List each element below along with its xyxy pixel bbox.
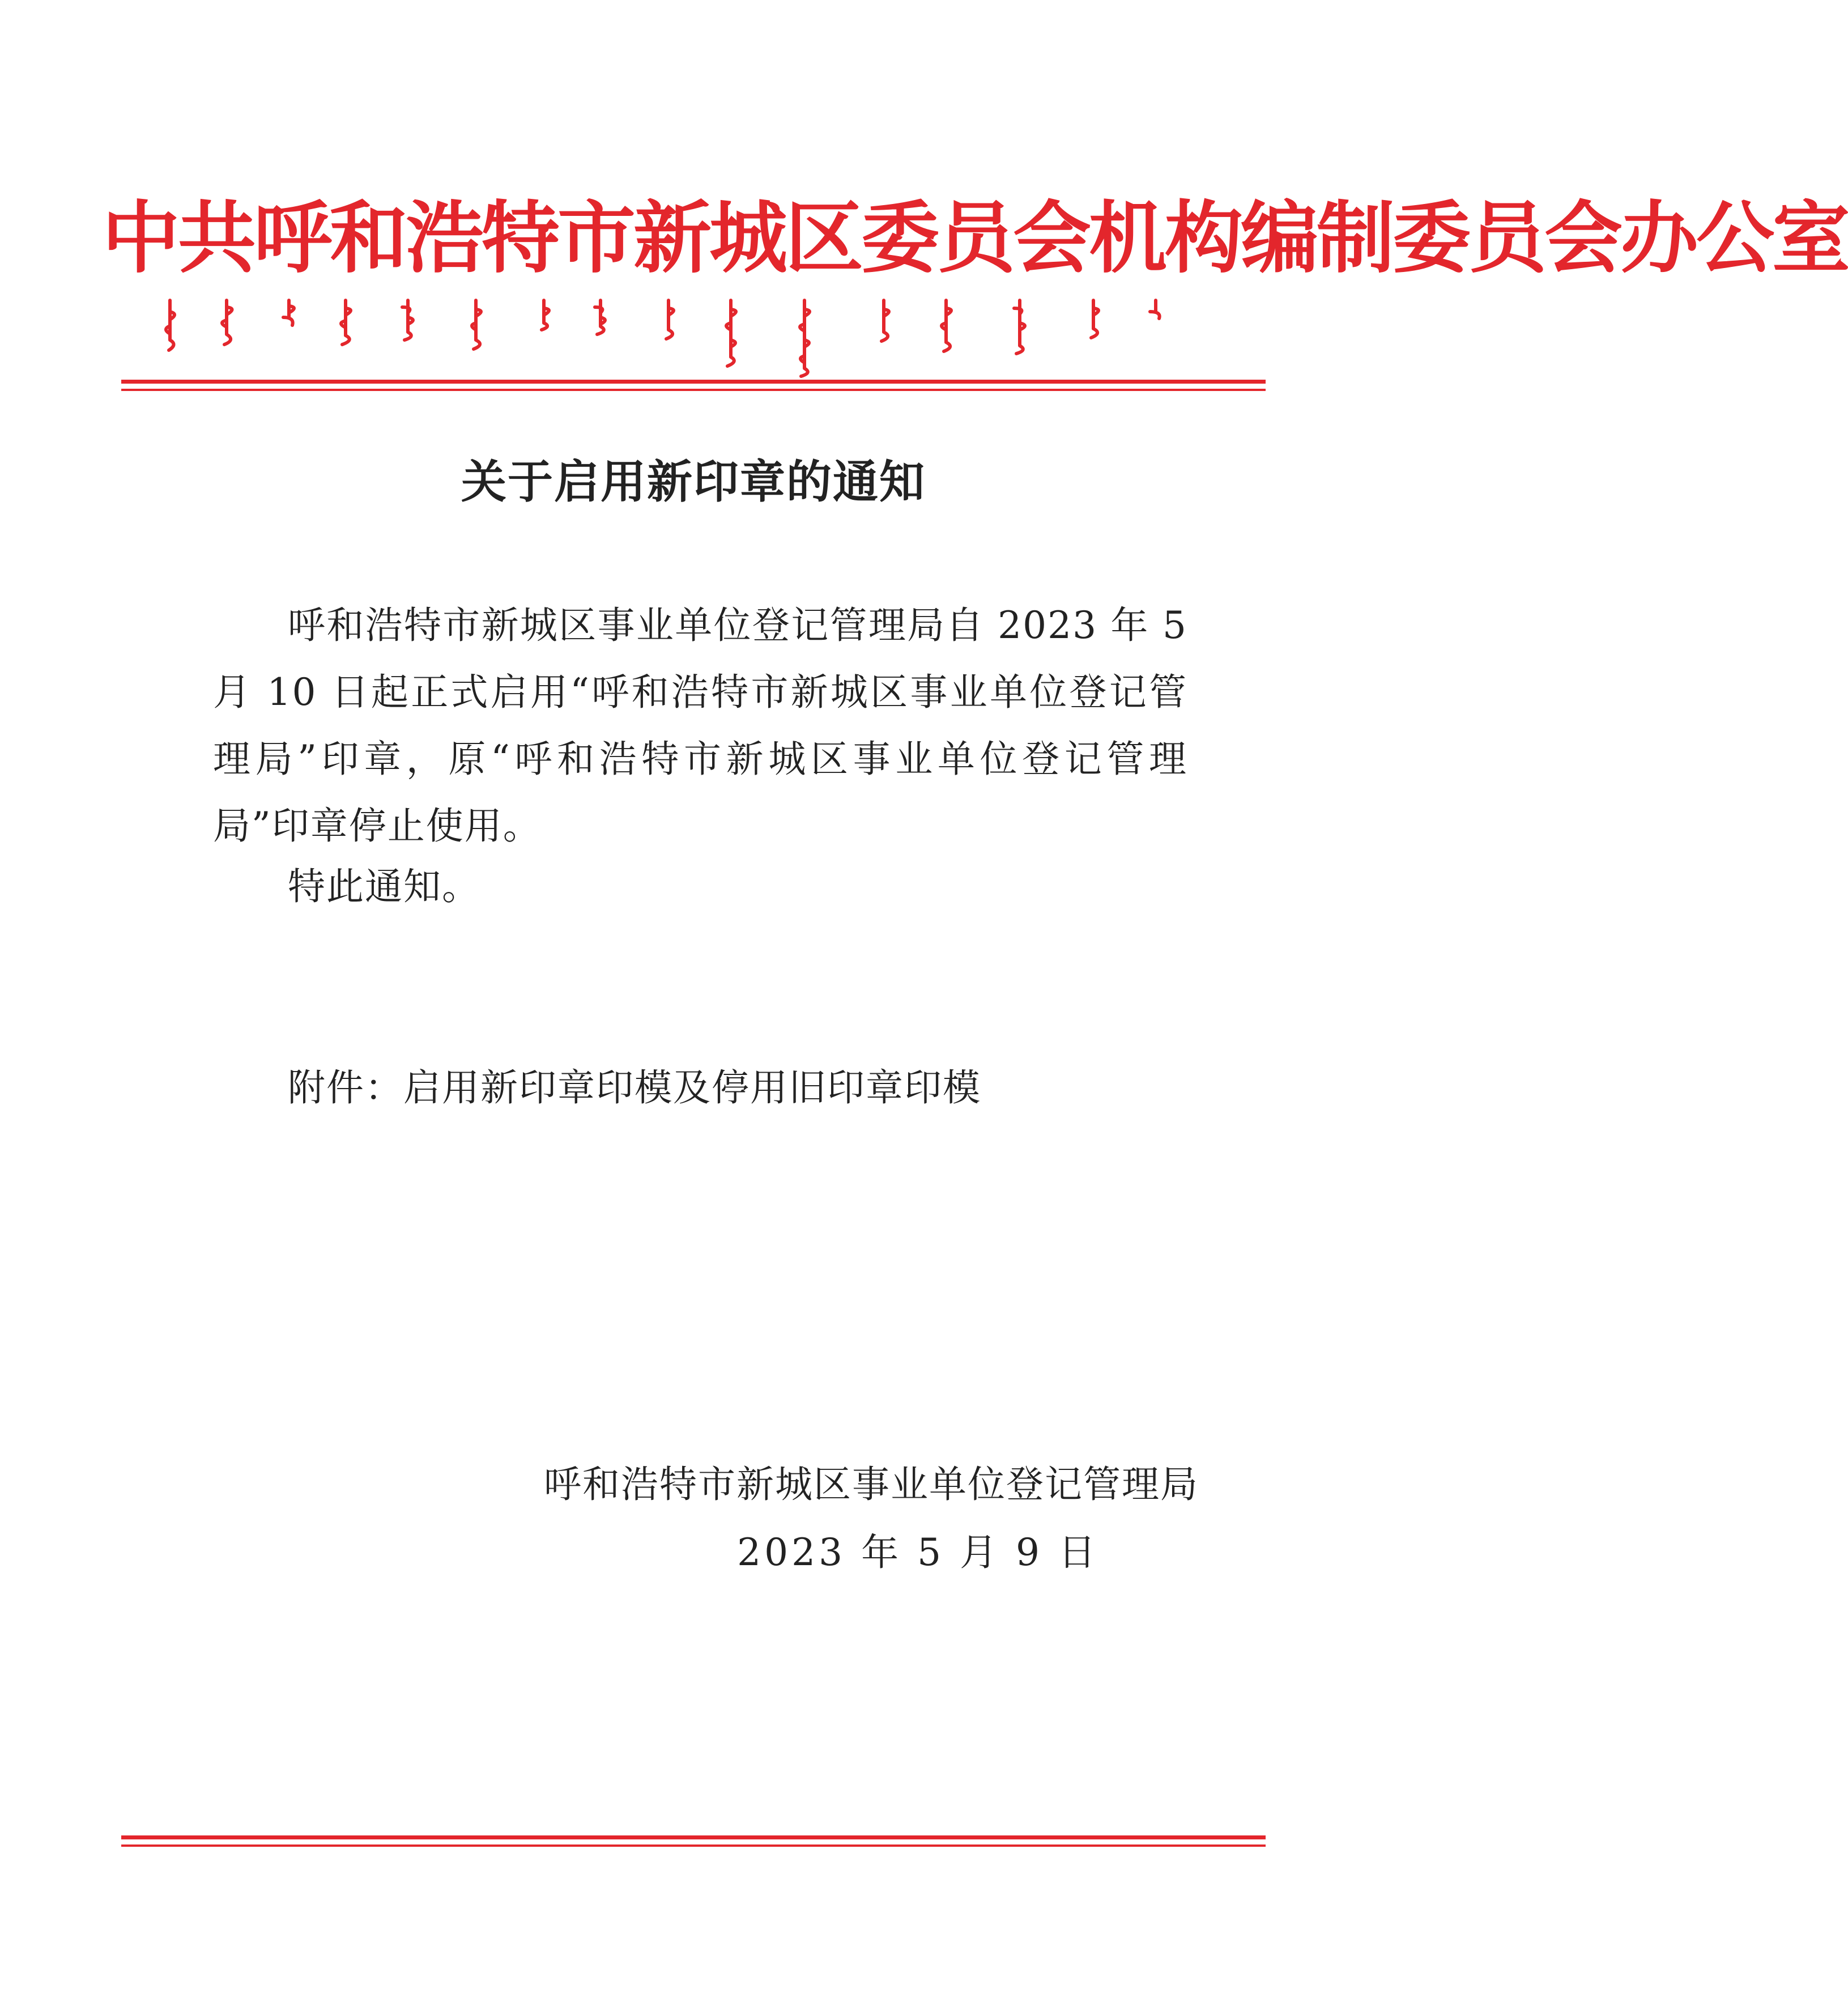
notice-attachment: 附件：启用新印章印模及停用旧印章印模 [288,1066,981,1110]
org-name-header: 中共呼和浩特市新城区委员会机构编制委员会办公室 [102,192,1848,284]
issue-date: 2023 年 5 月 9 日 [737,1531,1099,1574]
header-divider [121,380,1266,391]
notice-title: 关于启用新印章的通知 [461,455,926,508]
notice-body: 呼和浩特市新城区事业单位登记管理局自 2023 年 5 月 10 日起正式启用“呼和浩特市新城区事业单位登记管理局”印章，原“呼和浩特市新城区事业单位登记管理局”印章停止使用。 [213,604,1187,848]
footer-divider [121,1835,1266,1847]
issuer-signature: 呼和浩特市新城区事业单位登记管理局 [544,1463,1199,1506]
mongolian-script-org-name-icon [153,295,1207,380]
notice-closing: 特此通知。 [288,865,480,908]
